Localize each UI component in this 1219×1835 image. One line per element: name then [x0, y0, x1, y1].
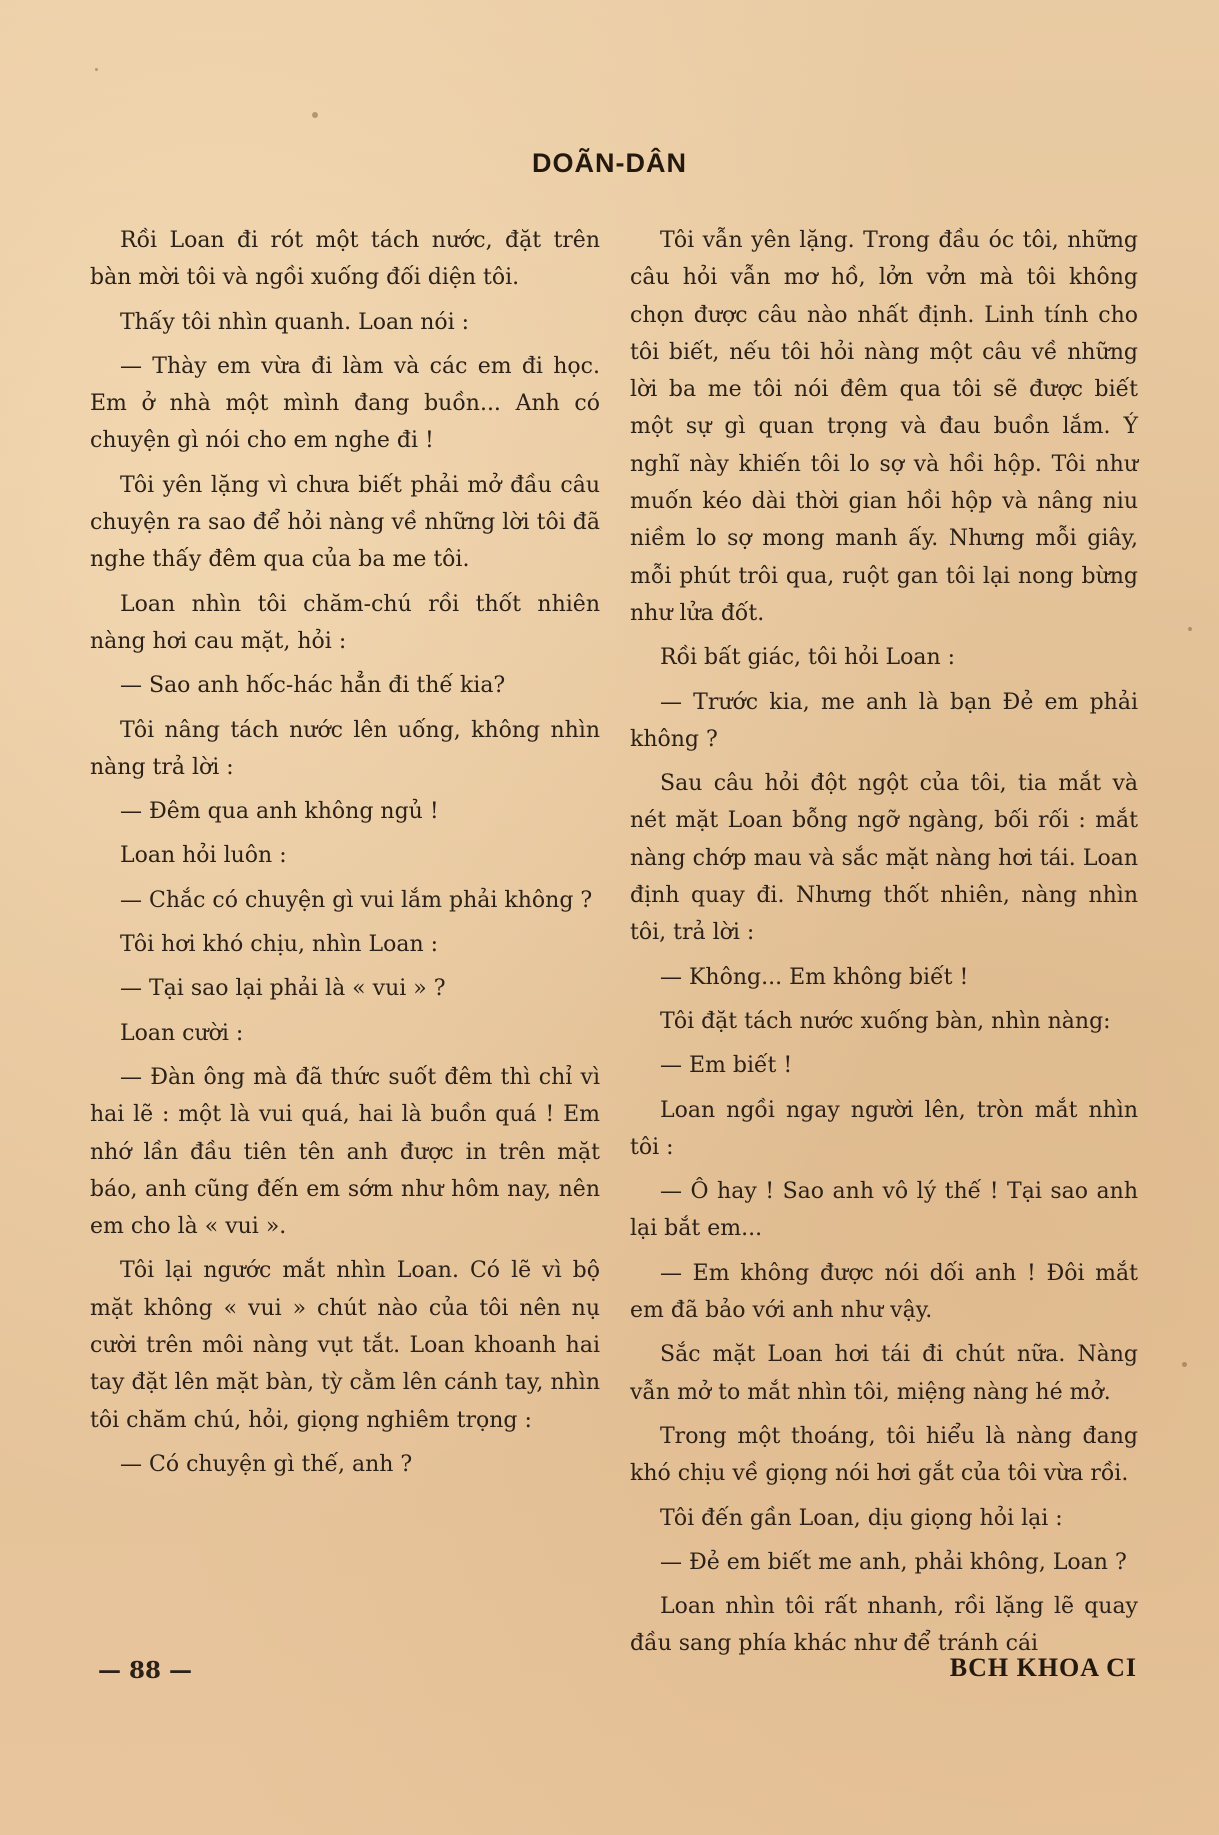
paragraph: — Có chuyện gì thế, anh ? [120, 1451, 413, 1477]
publication-name: BCH KHOA CI [949, 1653, 1137, 1682]
paragraph: — Đêm qua anh không ngủ ! [120, 799, 439, 825]
paragraph: Thấy tôi nhìn quanh. Loan nói : [120, 309, 470, 335]
paragraph: Tôi yên lặng vì chưa biết phải mở đầu câu chuyện ra sao để hỏi nàng về những lời tôi đã nghe thấy đêm qua của ba me tôi. [90, 472, 600, 573]
paragraph: — Đàn ông mà đã thức suốt đêm thì chỉ vì hai lẽ : một là vui quá, hai là buồn quá ! Em nhớ lần đầu tiên tên anh được in trên mặt báo, anh cũng đến em sớm như hôm nay, nên em cho là « vui ». [90, 1064, 600, 1240]
paragraph: Tôi đến gần Loan, dịu giọng hỏi lại : [660, 1505, 1063, 1531]
paragraph: — Thày em vừa đi làm và các em đi học. Em ở nhà một mình đang buồn... Anh có chuyện gì nói cho em nghe đi ! [90, 353, 600, 454]
paragraph: — Chắc có chuyện gì vui lắm phải không ? [120, 887, 593, 913]
paragraph: — Sao anh hốc-hác hẳn đi thế kia? [120, 673, 506, 699]
paragraph: Loan nhìn tôi chăm-chú rồi thốt nhiên nàng hơi cau mặt, hỏi : [90, 591, 600, 654]
paragraph: — Em không được nói dối anh ! Đôi mắt em đã bảo với anh như vậy. [630, 1260, 1138, 1324]
ink-speck [1182, 1362, 1187, 1367]
page-header: DOÃN-DÂN [532, 148, 687, 178]
paragraph: Sau câu hỏi đột ngột của tôi, tia mắt và nét mặt Loan bỗng ngỡ ngàng, bối rối : mắt nàng chớp mau và sắc mặt nàng hơi tái. Loan định quay đi. Nhưng thốt nhiên, nàng nhìn tôi, trả lời : [630, 771, 1138, 946]
paragraph: Loan ngồi ngay người lên, tròn mắt nhìn tôi : [630, 1097, 1138, 1160]
paragraph: Loan hỏi luôn : [120, 843, 287, 869]
paragraph: Tôi đặt tách nước xuống bàn, nhìn nàng: [660, 1008, 1111, 1034]
left-column [90, 222, 600, 1490]
paragraph: Tôi vẫn yên lặng. Trong đầu óc tôi, những câu hỏi vẫn mơ hồ, lởn vởn mà tôi không chọn được câu nào nhất định. Linh tính cho tôi biết, nếu tôi hỏi nàng một câu về những lời ba me tôi nói đêm qua tôi sẽ được biết một sự gì quan trọng và đau buồn lắm. Ý nghĩ này khiến tôi lo sợ và hồi hộp. Tôi như muốn kéo dài thời gian hồi hộp và nâng niu niềm lo sợ mong manh ấy. Nhưng mỗi giây, mỗi phút trôi qua, ruột gan tôi lại nong bừng như lửa đốt. [630, 228, 1138, 626]
page-number: — 88 — [98, 1657, 193, 1684]
paragraph: — Không... Em không biết ! [660, 964, 969, 990]
right-column [630, 222, 1138, 1670]
paragraph: — Tại sao lại phải là « vui » ? [120, 976, 446, 1002]
paragraph: Loan cười : [120, 1020, 244, 1046]
paragraph: Tôi lại ngước mắt nhìn Loan. Có lẽ vì bộ mặt không « vui » chút nào của tôi nên nụ cười trên môi nàng vụt tắt. Loan khoanh hai tay đặt lên mặt bàn, tỳ cằm lên cánh tay, nhìn tôi chăm chú, hỏi, giọng nghiêm trọng : [90, 1258, 600, 1433]
paragraph: — Em biết ! [660, 1053, 793, 1079]
paragraph: Tôi hơi khó chịu, nhìn Loan : [120, 932, 439, 958]
paragraph: Loan nhìn tôi rất nhanh, rồi lặng lẽ quay đầu sang phía khác như để tránh cái [630, 1594, 1138, 1657]
ink-speck [95, 68, 98, 71]
paragraph: Rồi bất giác, tôi hỏi Loan : [660, 645, 956, 671]
paragraph: Rồi Loan đi rót một tách nước, đặt trên bàn mời tôi và ngồi xuống đối diện tôi. [90, 228, 600, 291]
paragraph: — Trước kia, me anh là bạn Đẻ em phải không ? [630, 689, 1138, 752]
paragraph: Trong một thoáng, tôi hiểu là nàng đang khó chịu về giọng nói hơi gắt của tôi vừa rồi. [630, 1423, 1138, 1487]
ink-speck [312, 112, 318, 118]
paragraph: — Ô hay ! Sao anh vô lý thế ! Tại sao anh lại bắt em... [630, 1179, 1138, 1242]
paragraph: Tôi nâng tách nước lên uống, không nhìn nàng trả lời : [90, 717, 600, 780]
paragraph: — Đẻ em biết me anh, phải không, Loan ? [660, 1549, 1127, 1575]
ink-speck [1188, 627, 1192, 631]
paragraph: Sắc mặt Loan hơi tái đi chút nữa. Nàng vẫn mở to mắt nhìn tôi, miệng nàng hé mở. [630, 1342, 1138, 1405]
